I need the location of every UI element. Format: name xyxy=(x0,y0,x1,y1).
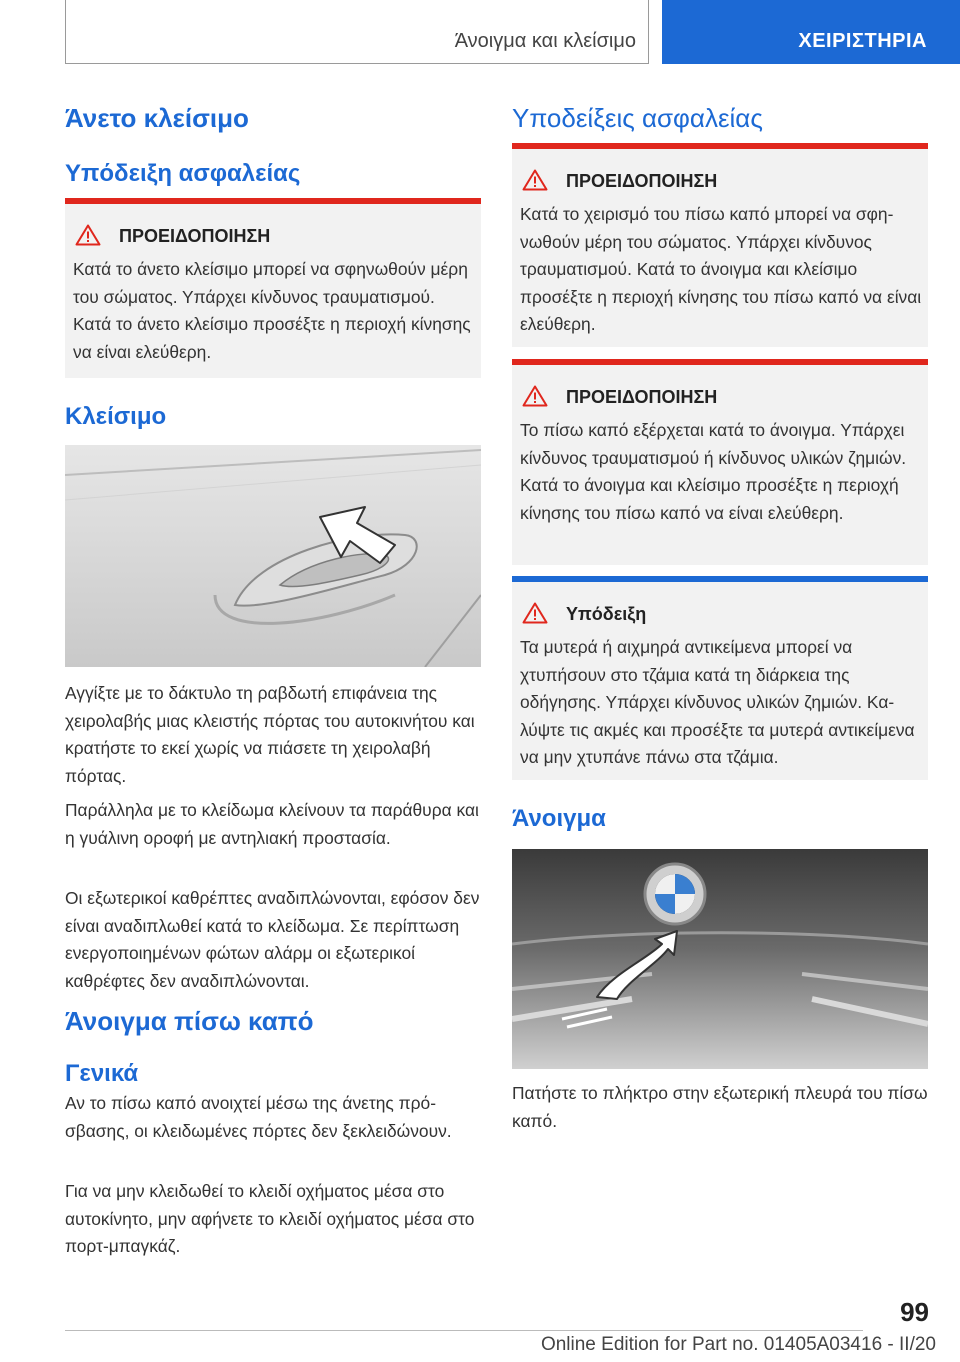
header-section-box xyxy=(65,0,649,64)
warning-triangle-icon xyxy=(75,224,101,246)
warning-triangle-icon xyxy=(522,169,548,191)
general-paragraph-2: Για να μην κλειδωθεί το κλειδί οχήματος μέσα στο αυτοκίνητο, μην αφήνετε το κλειδί οχήματος μέσα στο πορτ-μπαγκάζ. xyxy=(65,1181,475,1256)
warning-label: ΠΡΟΕΙΔΟΠΟΙΗΣΗ xyxy=(119,226,271,246)
closing-paragraph-2: Παράλληλα με το κλείδωμα κλείνουν τα παράθυρα και η γυάλινη οροφή με αντηλιακή προστασία. xyxy=(65,800,479,848)
warning-triangle-icon xyxy=(522,385,548,407)
safety-heading: Υπόδειξη ασφαλείας xyxy=(65,160,301,187)
warning-box-3 xyxy=(512,359,928,565)
notice-label: Υπόδειξη xyxy=(566,604,647,624)
warning-text: Κατά το άνετο κλείσιμο μπορεί να σφηνωθούν μέρη του σώματος. Υπάρχει κίνδυνος τραυματισμού. Κατά το άνετο κλείσιμο προσέξτε η περιοχή κίνησης να είναι ελεύθερη. xyxy=(73,259,471,362)
footer-divider xyxy=(65,1330,863,1331)
general-paragraph-1: Αν το πίσω καπό ανοιχτεί μέσω της άνετης πρόσβασης, οι κλειδωμένες πόρτες δεν ξεκλειδώνουν. xyxy=(65,1093,452,1141)
closing-paragraph-3: Οι εξωτερικοί καθρέπτες αναδιπλώνονται, εφόσον δεν είναι αναδιπλωθεί κατά το κλείδωμα. Σε περίπτωση ενεργοποιημένων φώτων αλάρμ οι εξωτερικοί καθρέφτες δεν αναδιπλώνονται. xyxy=(65,888,480,991)
warning-label: ΠΡΟΕΙΔΟΠΟΙΗΣΗ xyxy=(566,387,718,407)
closing-heading: Κλείσιμο xyxy=(65,403,167,430)
notice-triangle-icon xyxy=(522,602,548,624)
warning-box-2 xyxy=(512,143,928,347)
footer-edition: Online Edition for Part no. 01405A03416 - II/20 xyxy=(540,1334,936,1355)
page-number: 99 xyxy=(900,1297,929,1327)
notice-text: Τα μυτερά ή αιχμηρά αντικείμενα μπορεί να χτυπήσουν στο τζάμια κατά τη διάρκεια της οδήγησης. Υπάρχει κίνδυνος υλικών ζημιών. Καλύψτε τις ακμές και προσέξτε τα μυτερά αντικείμενα να μην χτυπάνε πάνω στα τζάμια. xyxy=(520,637,915,767)
trunk-button-illustration xyxy=(512,849,928,1069)
door-handle-illustration xyxy=(65,445,481,667)
notice-box xyxy=(512,576,928,780)
warning-text: Το πίσω καπό εξέρχεται κατά το άνοιγμα. Υπάρχει κίνδυνος τραυματισμού ή κίνδυνος υλικών ζημιών. Κατά το άνοιγμα και κλείσιμο προσέξτε η περιοχή κίνησης του πίσω καπό να είναι ελεύθερη. xyxy=(520,420,907,523)
header-chapter-title: ΧΕΙΡΙΣΤΗΡΙΑ xyxy=(798,30,927,52)
section-title-comfort-closing: Άνετο κλείσιμο xyxy=(65,103,249,133)
header-chapter-tab[interactable] xyxy=(662,0,960,64)
opening-heading: Άνοιγμα xyxy=(512,805,606,832)
opening-paragraph: Πατήστε το πλήκτρο στην εξωτερική πλευρά του πίσω καπό. xyxy=(512,1083,928,1131)
safety-instructions-heading: Υποδείξεις ασφαλείας xyxy=(512,103,763,133)
warning-box-1 xyxy=(65,198,481,378)
header-section-title: Άνοιγμα και κλείσιμο xyxy=(454,30,636,52)
closing-paragraph-1: Αγγίξτε με το δάκτυλο τη ραβδωτή επιφάνεια της χειρολαβής μιας κλειστής πόρτας του αυτοκινήτου και κρατήστε το εκεί χωρίς να πιάσετε τη χειρολαβή πόρτας. xyxy=(65,683,475,786)
warning-label: ΠΡΟΕΙΔΟΠΟΙΗΣΗ xyxy=(566,171,718,191)
section-title-open-trunk: Άνοιγμα πίσω καπό xyxy=(65,1006,314,1036)
warning-text: Κατά το χειρισμό του πίσω καπό μπορεί να σφηνωθούν μέρη του σώματος. Υπάρχει κίνδυνος τραυματισμού. Κατά το άνοιγμα και κλείσιμο προσέξτε η περιοχή κίνησης του πίσω καπό να είναι ελεύθερη. xyxy=(520,204,922,334)
general-heading: Γενικά xyxy=(65,1060,139,1087)
